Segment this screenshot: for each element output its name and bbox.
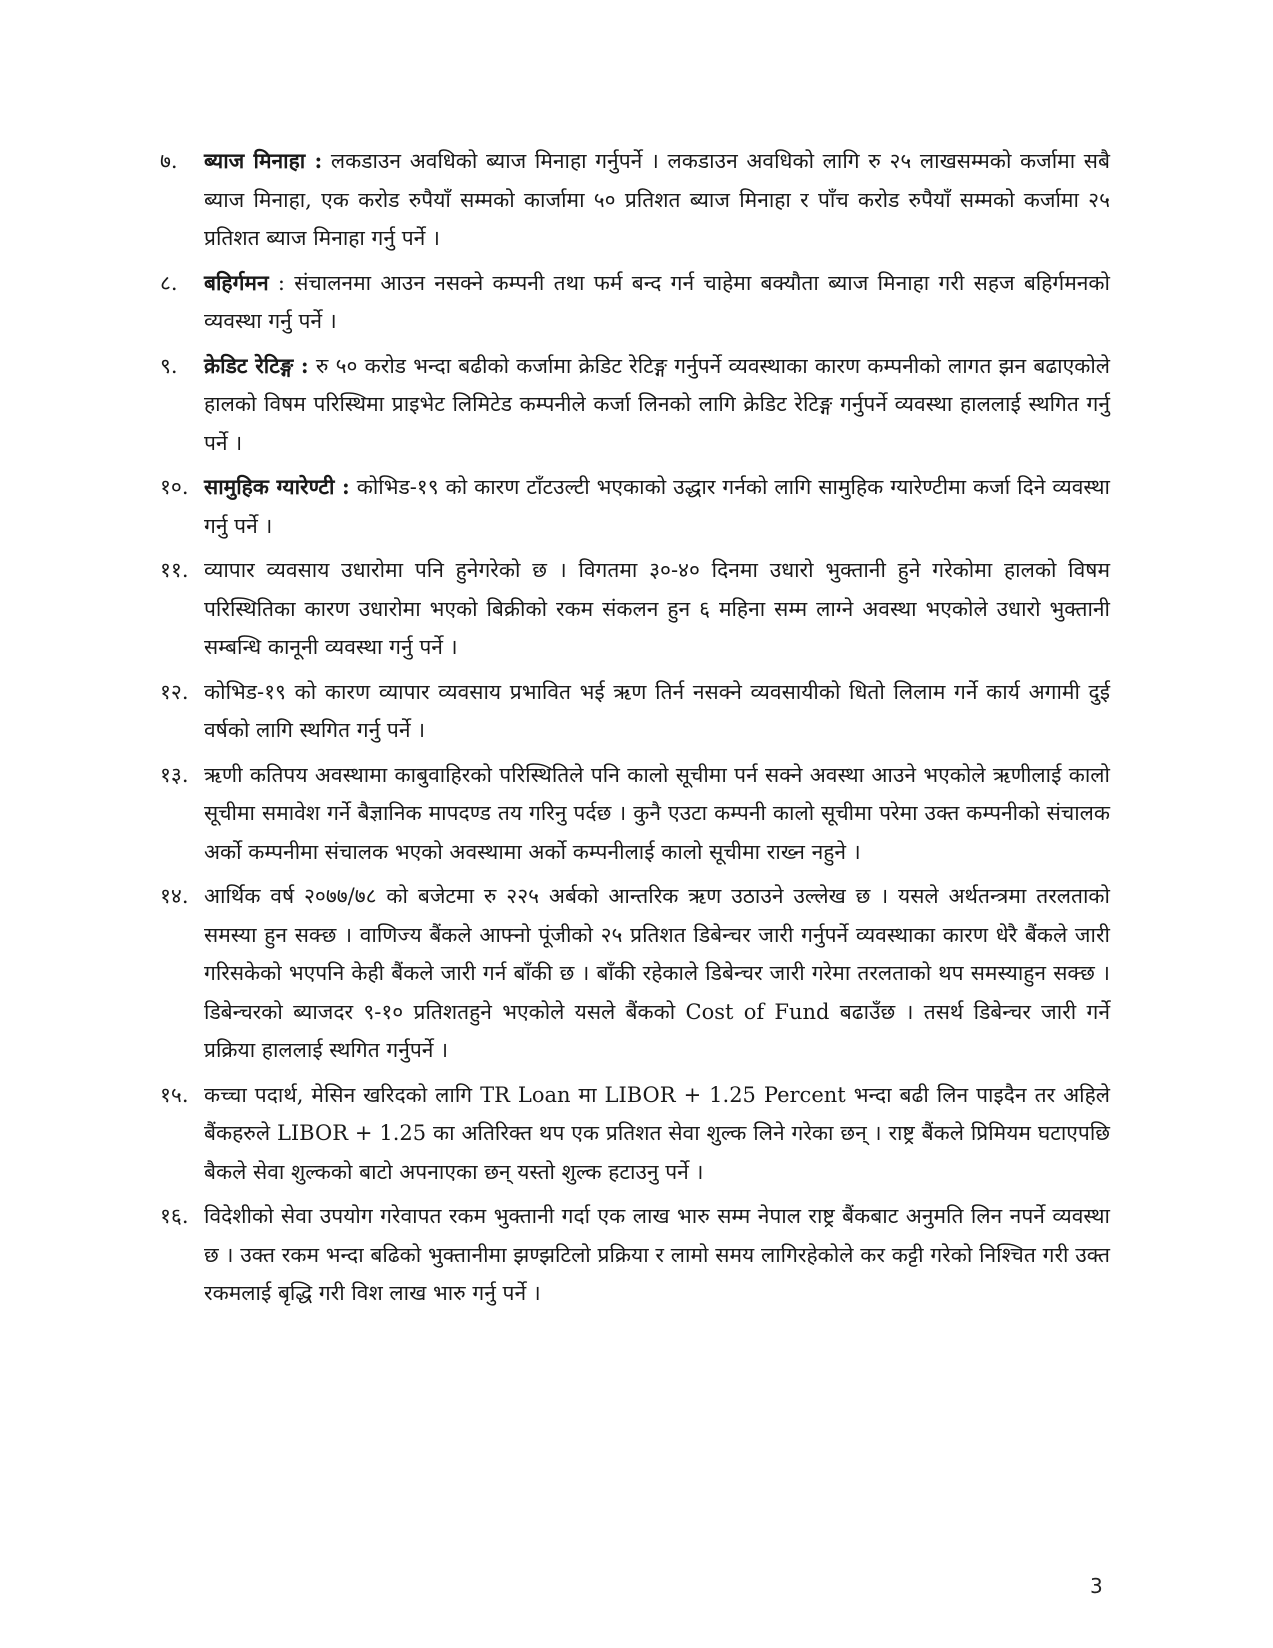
item-body	[204, 264, 1110, 341]
list-item-14	[160, 877, 1110, 1070]
item-body	[204, 142, 1110, 258]
item-number: १५.	[160, 1082, 189, 1107]
item-body	[204, 551, 1110, 667]
list-item-9	[160, 347, 1110, 463]
list-item-10	[160, 468, 1110, 545]
item-heading: क्रेडिट रेटिङ्ग :	[204, 352, 309, 378]
item-heading: सामुहिक ग्यारेण्टी :	[204, 474, 350, 499]
list-item-7	[160, 142, 1110, 258]
item-number: १०.	[160, 475, 189, 499]
page-number: 3	[1090, 1574, 1103, 1598]
item-text: कोभिड-१९ को कारण व्यापार व्यवसाय प्रभावित भई ऋण तिर्न नसक्ने व्यवसायीको धितो लिलाम गर्ने कार्य अगामी दुई वर्षको लागि स्थगित गर्नु पर्ने ।	[204, 679, 1110, 742]
item-number: ८.	[160, 270, 178, 295]
item-body	[204, 347, 1110, 463]
item-body	[204, 1197, 1110, 1313]
item-text: : संचालनमा आउन नसक्ने कम्पनी तथा फर्म बन्द गर्न चाहेमा बक्यौता ब्याज मिनाहा गरी सहज बहिर्गमनको व्यवस्था गर्नु पर्ने ।	[204, 270, 1110, 333]
item-text: कोभिड-१९ को कारण टाँटउल्टी भएकाको उद्धार गर्नको लागि सामुहिक ग्यारेण्टीमा कर्जा दिने व्यवस्था गर्नु पर्ने ।	[204, 475, 1110, 538]
item-body	[204, 756, 1110, 872]
item-body	[204, 468, 1110, 545]
item-number: १३.	[160, 762, 189, 787]
item-body	[204, 877, 1110, 1070]
item-number: १२.	[160, 679, 189, 704]
item-number: ७.	[160, 149, 178, 173]
item-number: ९.	[160, 353, 178, 378]
list-item-12	[160, 673, 1110, 750]
item-heading: ब्याज मिनाहा :	[204, 148, 323, 173]
item-text: ऋणी कतिपय अवस्थामा काबुवाहिरको परिस्थितिले पनि कालो सूचीमा पर्न सक्ने अवस्था आउने भएकोले ऋणीलाई कालो सूचीमा समावेश गर्ने बैज्ञानिक मापदण्ड तय गरिनु पर्दछ । कुनै एउटा कम्पनी कालो सूचीमा परेमा उक्त कम्पनीको संचालक अर्को कम्पनीमा संचालक भएको अवस्थामा अर्को कम्पनीलाई कालो सूचीमा राख्न नहुने ।	[204, 762, 1110, 864]
item-number: ११.	[160, 558, 189, 582]
item-body	[204, 1076, 1110, 1192]
list-item-16	[160, 1197, 1110, 1313]
item-text: विदेशीको सेवा उपयोग गरेवापत रकम भुक्तानी गर्दा एक लाख भारु सम्म नेपाल राष्ट्र बैंकबाट अनुमति लिन नपर्ने व्यवस्था छ । उक्त रकम भन्दा बढिको भुक्तानीमा झण्झटिलो प्रक्रिया र लामो समय लागिरहेकोले कर कट्टी गरेको निश्चित गरी उक्त रकमलाई बृद्धि गरी विश लाख भारु गर्नु पर्ने ।	[204, 1204, 1110, 1305]
item-text: लकडाउन अवधिको ब्याज मिनाहा गर्नुपर्ने । लकडाउन अवधिको लागि रु २५ लाखसम्मको कर्जामा सबै ब्याज मिनाहा, एक करोड रुपैयाँ सम्मको कार्जामा ५० प्रतिशत ब्याज मिनाहा र पाँच करोड रुपैयाँ सम्मको कर्जामा २५ प्रतिशत ब्याज मिनाहा गर्नु पर्ने ।	[204, 149, 1110, 250]
item-text: व्यापार व्यवसाय उधारोमा पनि हुनेगरेको छ । विगतमा ३०-४० दिनमा उधारो भुक्तानी हुने गरेकोमा हालको विषम परिस्थितिका कारण उधारोमा भएको बिक्रीको रकम संकलन हुन ६ महिना सम्म लाग्ने अवस्था भएकोले उधारो भुक्तानी सम्बन्धि कानूनी व्यवस्था गर्नु पर्ने ।	[204, 558, 1110, 659]
item-number: १४.	[160, 884, 189, 908]
list-item-11	[160, 551, 1110, 667]
recommendation-list	[160, 142, 1110, 1319]
item-heading: बहिर्गमन	[204, 269, 269, 295]
list-item-13	[160, 756, 1110, 872]
list-item-15	[160, 1076, 1110, 1192]
item-text: रु ५० करोड भन्दा बढीको कर्जामा क्रेडिट रेटिङ्ग गर्नुपर्ने व्यवस्थाका कारण कम्पनीको लागत झन बढाएकोले हालको विषम परिस्थिमा प्राइभेट लिमिटेड कम्पनीले कर्जा लिनको लागि क्रेडिट रेटिङ्ग गर्नुपर्ने व्यवस्था हाललाई स्थगित गर्नु पर्ने ।	[204, 353, 1110, 455]
list-item-8	[160, 264, 1110, 341]
item-body	[204, 673, 1110, 750]
item-text: कच्चा पदार्थ, मेसिन खरिदको लागि TR Loan मा LIBOR + 1.25 Percent भन्दा बढी लिन पाइदैन तर अहिले बैंकहरुले LIBOR + 1.25 का अतिरिक्त थप एक प्रतिशत सेवा शुल्क लिने गरेका छन् । राष्ट्र बैंकले प्रिमियम घटाएपछि बैकले सेवा शुल्कको बाटो अपनाएका छन् यस्तो शुल्क हटाउनु पर्ने ।	[204, 1082, 1110, 1184]
item-number: १६.	[160, 1204, 189, 1228]
item-text: आर्थिक वर्ष २०७७/७८ को बजेटमा रु २२५ अर्बको आन्तरिक ऋण उठाउने उल्लेख छ । यसले अर्थतन्त्रमा तरलताको समस्या हुन सक्छ । वाणिज्य बैंकले आफ्नो पूंजीको २५ प्रतिशत डिबेन्चर जारी गर्नुपर्ने व्यवस्थाका कारण धेरै बैंकले जारी गरिसकेको भएपनि केही बैंकले जारी गर्न बाँकी छ । बाँकी रहेकाले डिबेन्चर जारी गरेमा तरलताको थप समस्याहुन सक्छ । डिबेन्चरको ब्याजदर ९-१० प्रतिशतहुने भएकोले यसले बैंकको Cost of Fund बढाउँछ । तसर्थ डिबेन्चर जारी गर्ने प्रक्रिया हाललाई स्थगित गर्नुपर्ने ।	[204, 884, 1110, 1062]
